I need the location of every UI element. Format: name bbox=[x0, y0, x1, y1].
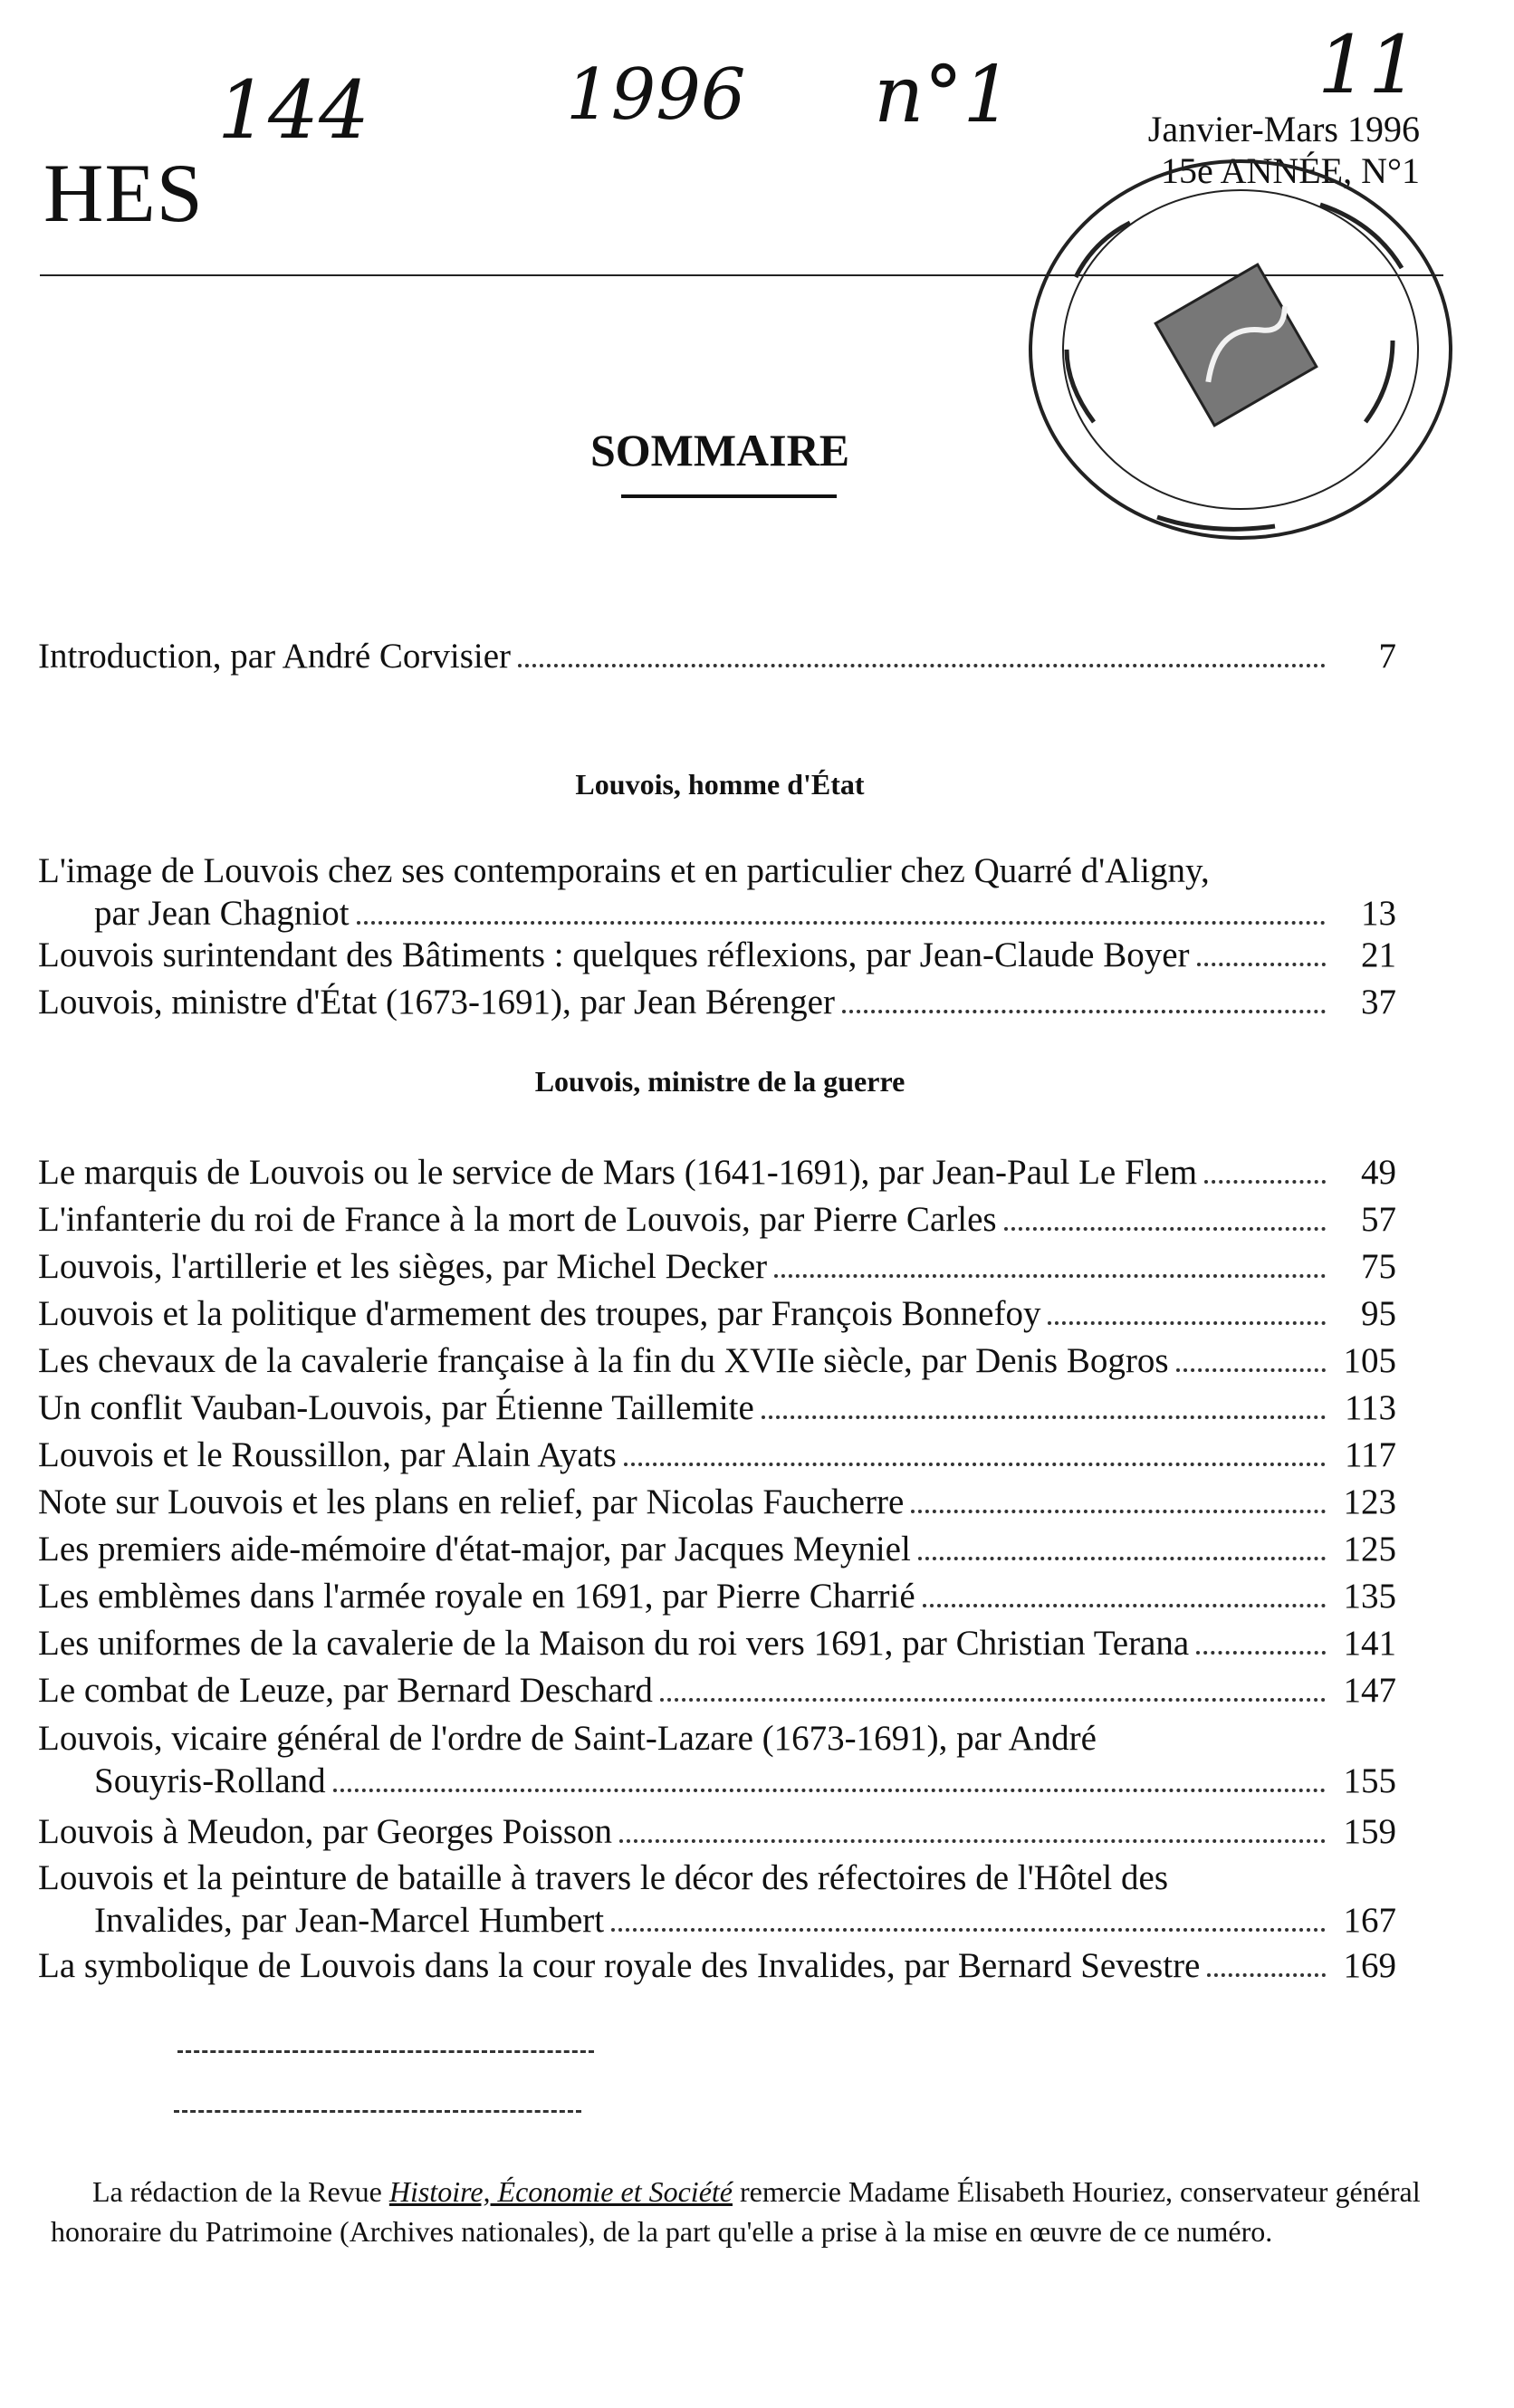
toc-entry bbox=[38, 1340, 1396, 1381]
toc-entry bbox=[38, 1199, 1396, 1240]
leader-dots bbox=[842, 1010, 1326, 1013]
toc-entry bbox=[38, 982, 1396, 1022]
leader-dots bbox=[762, 1415, 1326, 1419]
library-stamp-seal bbox=[1021, 150, 1460, 549]
leader-dots bbox=[624, 1463, 1326, 1466]
toc-entry bbox=[38, 1152, 1396, 1193]
toc-entry bbox=[38, 1670, 1396, 1711]
leader-dots bbox=[923, 1604, 1326, 1607]
toc-page-number: 169 bbox=[1343, 1946, 1396, 1985]
toc-entry bbox=[38, 1482, 1396, 1522]
ack-journal-title: Histoire, Économie et Société bbox=[388, 2175, 733, 2208]
toc-entry bbox=[38, 1576, 1396, 1617]
handwritten-dashed-line bbox=[177, 2050, 594, 2053]
toc-entry bbox=[38, 1717, 1396, 1801]
handwritten-dashed-line bbox=[174, 2110, 581, 2113]
toc-entry-text: Louvois surintendant des Bâtiments : quelques réflexions, par Jean-Claude Boyer bbox=[38, 935, 1190, 974]
toc-entry bbox=[38, 1246, 1396, 1287]
toc-entry-continuation: Invalides, par Jean-Marcel Humbert bbox=[94, 1901, 605, 1940]
toc-entry-text: L'image de Louvois chez ses contemporains et en particulier chez Quarré d'Aligny, bbox=[38, 851, 1210, 890]
issue-volume: 15e ANNÉE, N°1 bbox=[1161, 150, 1420, 191]
leader-dots bbox=[918, 1557, 1326, 1560]
toc-page-number: 57 bbox=[1361, 1200, 1396, 1239]
journal-abbreviation: HES bbox=[43, 147, 204, 239]
toc-entry-text: Louvois et le Roussillon, par Alain Ayats bbox=[38, 1435, 617, 1474]
leader-dots bbox=[619, 1839, 1326, 1843]
toc-page-number: 147 bbox=[1343, 1671, 1396, 1710]
toc-entry-text: Note sur Louvois et les plans en relief, par Nicolas Faucherre bbox=[38, 1482, 905, 1521]
leader-dots bbox=[774, 1274, 1326, 1278]
toc-entry-text: Les uniformes de la cavalerie de la Maison du roi vers 1691, par Christian Terana bbox=[38, 1624, 1190, 1663]
toc-page-number: 7 bbox=[1378, 637, 1396, 676]
handwritten-issue-number: n°1 bbox=[874, 50, 1013, 140]
toc-entry-text: La symbolique de Louvois dans la cour royale des Invalides, par Bernard Sevestre bbox=[38, 1946, 1201, 1985]
leader-dots bbox=[1004, 1227, 1326, 1231]
toc-entry bbox=[38, 1623, 1396, 1664]
leader-dots bbox=[1048, 1321, 1326, 1325]
toc-page-number: 167 bbox=[1343, 1901, 1396, 1940]
leader-dots bbox=[911, 1510, 1326, 1513]
toc-entry-text: Louvois à Meudon, par Georges Poisson bbox=[38, 1812, 613, 1851]
toc-entry bbox=[38, 935, 1396, 975]
toc-entry bbox=[38, 1529, 1396, 1569]
handwritten-number-144: 144 bbox=[217, 63, 369, 157]
toc-entry-text: Le marquis de Louvois ou le service de Mars (1641-1691), par Jean-Paul Le Flem bbox=[38, 1153, 1198, 1192]
toc-entry-text: Les chevaux de la cavalerie française à la fin du XVIIe siècle, par Denis Bogros bbox=[38, 1341, 1169, 1380]
toc-entry-text: Louvois, l'artillerie et les sièges, par Michel Decker bbox=[38, 1247, 768, 1286]
toc-entry-introduction bbox=[38, 636, 1396, 676]
toc-entry-continuation: Souyris-Rolland bbox=[94, 1761, 326, 1800]
toc-entry bbox=[38, 1434, 1396, 1475]
toc-page-number: 135 bbox=[1343, 1577, 1396, 1616]
title-underline bbox=[621, 494, 837, 498]
leader-dots bbox=[357, 921, 1326, 925]
toc-entry-text: Louvois et la politique d'armement des troupes, par François Bonnefoy bbox=[38, 1294, 1041, 1333]
handwritten-number-11: 11 bbox=[1318, 18, 1419, 111]
toc-page-number: 113 bbox=[1344, 1388, 1396, 1427]
leader-dots bbox=[333, 1789, 1326, 1792]
toc-page-number: 117 bbox=[1344, 1435, 1396, 1474]
toc-page-number: 105 bbox=[1343, 1341, 1396, 1380]
leader-dots bbox=[1196, 1651, 1326, 1655]
toc-page-number: 37 bbox=[1361, 983, 1396, 1022]
toc-entry bbox=[38, 1945, 1396, 1986]
toc-entry bbox=[38, 1293, 1396, 1334]
toc-page-number: 159 bbox=[1343, 1812, 1396, 1851]
toc-entry bbox=[38, 1387, 1396, 1428]
toc-entry bbox=[38, 1811, 1396, 1852]
toc-entry bbox=[38, 1856, 1396, 1941]
toc-page-number: 141 bbox=[1343, 1624, 1396, 1663]
acknowledgement-note bbox=[51, 2172, 1427, 2251]
toc-entry-text: Les emblèmes dans l'armée royale en 1691, par Pierre Charrié bbox=[38, 1577, 915, 1616]
leader-dots bbox=[611, 1928, 1326, 1932]
section-heading: Louvois, homme d'État bbox=[575, 768, 865, 801]
stamp-emblem bbox=[1155, 264, 1317, 426]
toc-entry-text: Introduction, par André Corvisier bbox=[38, 637, 512, 676]
toc-entry-text: L'infanterie du roi de France à la mort de Louvois, par Pierre Carles bbox=[38, 1200, 997, 1239]
leader-dots bbox=[1176, 1368, 1326, 1372]
section-heading: Louvois, ministre de la guerre bbox=[534, 1065, 906, 1098]
leader-dots bbox=[1197, 963, 1326, 966]
toc-entry-text: Louvois, vicaire général de l'ordre de Saint-Lazare (1673-1691), par André bbox=[38, 1719, 1097, 1758]
toc-page-number: 49 bbox=[1361, 1153, 1396, 1192]
toc-page-number: 95 bbox=[1361, 1294, 1396, 1333]
toc-entry-text: Louvois et la peinture de bataille à travers le décor des réfectoires de l'Hôtel des bbox=[38, 1858, 1168, 1897]
toc-page-number: 125 bbox=[1343, 1530, 1396, 1569]
ack-text-start: La rédaction de la Revue bbox=[92, 2175, 389, 2208]
page-title: SOMMAIRE bbox=[589, 425, 850, 475]
toc-page-number: 75 bbox=[1361, 1247, 1396, 1286]
handwritten-year-1996: 1996 bbox=[566, 54, 746, 136]
leader-dots bbox=[518, 664, 1326, 667]
toc-entry-continuation: par Jean Chagniot bbox=[94, 894, 350, 933]
toc-entry-text: Le combat de Leuze, par Bernard Deschard bbox=[38, 1671, 653, 1710]
leader-dots bbox=[660, 1698, 1326, 1702]
toc-page-number: 155 bbox=[1343, 1761, 1396, 1800]
toc-page-number: 13 bbox=[1361, 894, 1396, 933]
ack-text-end: remercie Madame Élisabeth Houriez, conservateur général honoraire du Patrimoine (Archives nationales), de la part qu'elle a prise à la mise en œuvre de ce numéro. bbox=[51, 2175, 1421, 2248]
toc-entry-text: Louvois, ministre d'État (1673-1691), par Jean Bérenger bbox=[38, 983, 835, 1022]
toc-page-number: 21 bbox=[1361, 935, 1396, 974]
toc-page-number: 123 bbox=[1343, 1482, 1396, 1521]
leader-dots bbox=[1204, 1180, 1326, 1184]
toc-entry-text: Un conflit Vauban-Louvois, par Étienne Taillemite bbox=[38, 1388, 754, 1427]
toc-entry-text: Les premiers aide-mémoire d'état-major, par Jacques Meyniel bbox=[38, 1530, 911, 1569]
toc-entry bbox=[38, 849, 1396, 934]
issue-date: Janvier-Mars 1996 bbox=[1147, 109, 1420, 149]
leader-dots bbox=[1207, 1973, 1326, 1977]
